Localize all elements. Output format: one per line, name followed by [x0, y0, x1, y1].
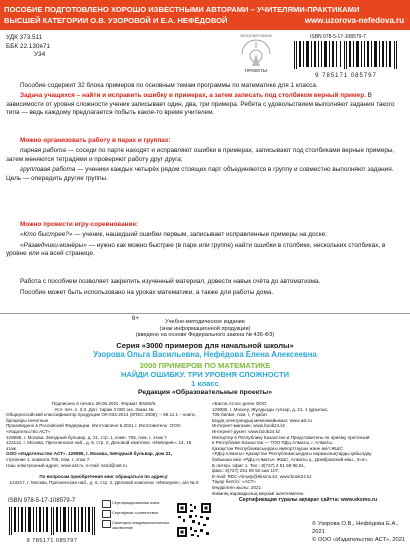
barcode-top-bars — [288, 41, 404, 69]
intro-paragraph-2 — [6, 92, 404, 117]
pair-work-label: парная работа — [20, 147, 66, 155]
closing-section — [6, 278, 404, 298]
pairs-heading: Можно организовать работу в парах и группах: — [20, 137, 171, 144]
print-line: строение 1, комната 705, пом. I, этаж 7. — [6, 456, 91, 462]
certified-book-icon — [102, 500, 111, 508]
udk-code: УДК 373.511 — [6, 34, 43, 41]
group-work-text: — ученики каждых четырёх рядом стоящих парт объединяются в группу и совместно выполняют задания. Цель — опередить другие группы. — [6, 166, 394, 182]
print-line: 123112, г. Москва, Пресненская наб., д. 6, стр. 2, Деловой комплекс «Империя», 14, 15 этаж — [6, 440, 192, 451]
print-line: Интернет-дүкен: www.book24.kz — [212, 428, 281, 434]
logo-text-bottom: ПРОЕКТЫ — [244, 68, 268, 73]
print-line: Наш электронный адрес: www.ast.ru, e-mail: ssnd@ast.ru — [6, 462, 127, 468]
orders-heading: По вопросам приобретения книг обращаться по адресу: — [39, 474, 169, 479]
print-line: 705 бөлме, пом. I, 7-қабат — [212, 412, 268, 418]
pair-work-text: — соседи по парте находят и исправляют ошибки в примерах, записывают под столбиками верные примеры, затем меняются тетрадями и проверяют работу друг друга; — [6, 147, 395, 163]
header-line-2: ВЫСШЕЙ КАТЕГОРИИ О.В. УЗОРОВОЙ И Е.А. НЕФЁДОВОЙ — [4, 16, 228, 25]
contest-item-2-label: «Разведчики-минёры» — [20, 241, 87, 249]
intro-paragraph-1: Пособие содержит 32 блока примеров по основным темам программы по математике для 1 класса. — [20, 82, 318, 89]
logo-text-top: ОБРАЗОВАТЕЛЬНЫЕ — [239, 34, 273, 38]
print-line: Өнімнің жарамдылық мерзімі шектелмеген. — [212, 490, 305, 496]
series-title: Серия «3000 примеров для начальной школы» — [116, 341, 294, 350]
print-line: Біздің электрондық мекенжайымыз: www.ast.ru — [212, 417, 313, 423]
section-divider — [0, 313, 410, 314]
pairs-section — [6, 137, 404, 183]
barcode-bottom-digits: 9 785171 085797 — [26, 538, 78, 544]
certificate-icon — [102, 510, 111, 518]
header-website[interactable]: www.uzorova-nefedova.ru — [304, 16, 404, 25]
barcode-bottom-bars — [6, 507, 98, 535]
print-line: Общероссийский классификатор продукции ОК-034-2014 (КПЕС 2008); – 58.11.1 – книги, брошюры печатные — [6, 412, 196, 423]
print-line: бойынша өкіл «РДЦ-Алматы» ЖШС, Алматы қ., Домбровский көш., 3«а», — [212, 456, 369, 462]
qr-code-icon — [176, 502, 212, 538]
cert-line: Сертификат соответствия — [112, 511, 158, 515]
barcode-top-digits: 9 785171 085797 — [315, 73, 377, 79]
classification-codes — [6, 34, 50, 60]
pair-work-paragraph — [6, 147, 404, 164]
closing-paragraph-1: Работа с пособием позволяет закрепить изученный материал, довести навык счёта до автоматизма. — [20, 278, 321, 285]
print-line: в Республике Казахстан — ТОО РДЦ Алматы, г. Алматы. — [212, 440, 334, 446]
print-line: «РДЦ-Алматы» Қазақстан Республикасындағы наразылықтарды қабылдау — [212, 451, 372, 457]
header-banner — [0, 0, 410, 30]
cert-line: заключение — [112, 526, 133, 530]
redaction: Редакция «Образовательные проекты» — [137, 389, 273, 396]
authors: Узорова Ольга Васильевна, Нефёдова Елена Алексеевна — [93, 350, 317, 359]
print-info-right — [212, 401, 404, 504]
group-work-paragraph — [6, 166, 404, 183]
certification-marks — [102, 500, 174, 544]
print-line: «Баспа Аста» деген ООО — [212, 401, 267, 406]
print-line: Б литері, офис 1. Тел.: 8(727) 2 51 59 90,91, — [212, 462, 306, 468]
print-line: 129085, г. Мәскеу, Жұлдызды гүлзар, д. 21, 1 құрылыс, — [212, 406, 329, 412]
author-code: У34 — [34, 51, 46, 58]
contest-item-2-text: — нужно как можно быстрее (в паре или группе) найти ошибки в столбике, нескольких столбиках, в уровне или на всей странице. — [6, 241, 386, 258]
print-line: Интернет-магазин: www.book24.kz — [212, 423, 286, 429]
intro-task-rest: В зависимости от уровня сложности ученик записывает один, два, три примера. Ребята с удовольствием выполняют задания такого типа — ведь каждому предлагается побыть какое-то время учителем. — [6, 92, 395, 117]
copyright-block — [312, 520, 410, 544]
cert-line: Сертифицированная книга — [112, 501, 160, 505]
group-work-label: групповая работа — [20, 166, 76, 174]
age-rating: 6+ — [132, 316, 139, 322]
copyright-publisher: © ООО «Издательство АСТ», 2021 — [312, 537, 406, 543]
edition-note-2: (введено на основе Федерального закона № 436-ФЗ) — [135, 332, 275, 338]
print-line: Усл. печ. л. 3,3. Доп. тираж 3 000 экз. Заказ № — [54, 406, 154, 412]
bbk-code: ББК 22.130я71 — [6, 42, 51, 50]
book-subtitle: НАЙДИ ОШИБКУ. ТРИ УРОВНЯ СЛОЖНОСТИ — [120, 370, 290, 379]
barcode-top-isbn: ISBN 978-5-17-108579-7 — [310, 34, 366, 40]
book-grade: 1 класс — [191, 379, 219, 388]
print-line: E-mail: RDC-Almaty@eksmo.kz, www.book24.kz — [212, 473, 312, 479]
contest-item-2 — [6, 242, 404, 259]
contest-item-1-text: — ученик, нашедший ошибки первым, записывает исправленные примеры на доске; — [72, 231, 327, 239]
header-line-1: ПОСОБИЕ ПОДГОТОВЛЕНО ХОРОШО ИЗВЕСТНЫМИ АВТОРАМИ – УЧИТЕЛЯМИ-ПРАКТИКАМИ — [4, 5, 360, 14]
contest-heading: Можно провести игру-соревнование: — [20, 221, 139, 228]
closing-paragraph-2: Пособие может быть использовано на уроках математики, а также для работы дома. — [20, 289, 274, 297]
contest-item-1 — [6, 231, 404, 239]
intro-task-highlight: Задача учащихся – найти и исправить ошибку в примерах, а затем записать под столбиком верный пример. — [20, 92, 366, 100]
barcode-bottom-isbn: ISBN 978-5-17-108579-7 — [8, 498, 76, 504]
print-line: 129085, г. Москва, Звёздный бульвар, д. 21, стр. 1, комн. 705, пом. I, этаж 7 — [6, 434, 167, 440]
contest-item-1-label: «Кто быстрее?» — [20, 231, 73, 239]
barcode-top — [288, 33, 404, 79]
edition-type: Учебно-методическое издание — [165, 319, 245, 325]
edition-note-1: (знак информационной продукции) — [159, 326, 251, 332]
contest-section — [6, 221, 404, 259]
print-line: Тауар белгісі: «АСТ» — [212, 479, 256, 485]
publisher-logo-icon — [236, 32, 276, 76]
cert-line: Санитарно-эпидемиологическое — [112, 521, 170, 525]
print-line: ООО «Издательство АСТ». 129085, г. Москва, Звёздный бульвар, дом 21, — [6, 451, 172, 457]
sanitary-icon — [102, 520, 111, 528]
certification-note: Сертификация туралы ақпарат сайтта: www.eksmo.ru — [238, 497, 378, 504]
barcode-bottom — [6, 498, 98, 544]
print-line: Подписано в печать 28.06.2021. Формат 60x84/8. — [51, 401, 157, 406]
print-line: факс: 8(727) 251 59 92 ішкі 107; — [212, 468, 280, 474]
orders-address: 123317, г. Москва, Пресненская наб., д. 6, стр. 2, Деловой комплекс «Империя», а/я № 5 — [9, 479, 199, 485]
print-line: Өндірілген жылы: 2021 — [212, 484, 262, 490]
print-line: Импортер в Республику Казахстан и Представитель по приему претензий — [212, 434, 370, 440]
print-line: Произведено в Российской Федерации. Изготовлено в 2021 г. Изготовитель: ООО «Издательство АСТ» — [6, 423, 181, 434]
intro-section — [6, 82, 404, 118]
print-line: Қазақстан Республикасындағы импорттаушы және өкіл ЖШС — [212, 445, 343, 451]
orders-info — [6, 474, 202, 485]
print-info-left — [6, 401, 202, 468]
copyright-authors: © Узорова О.В., Нефёдова Е.А., 2021 — [312, 521, 399, 535]
book-title: 3000 ПРИМЕРОВ ПО МАТЕМАТИКЕ — [139, 361, 271, 370]
